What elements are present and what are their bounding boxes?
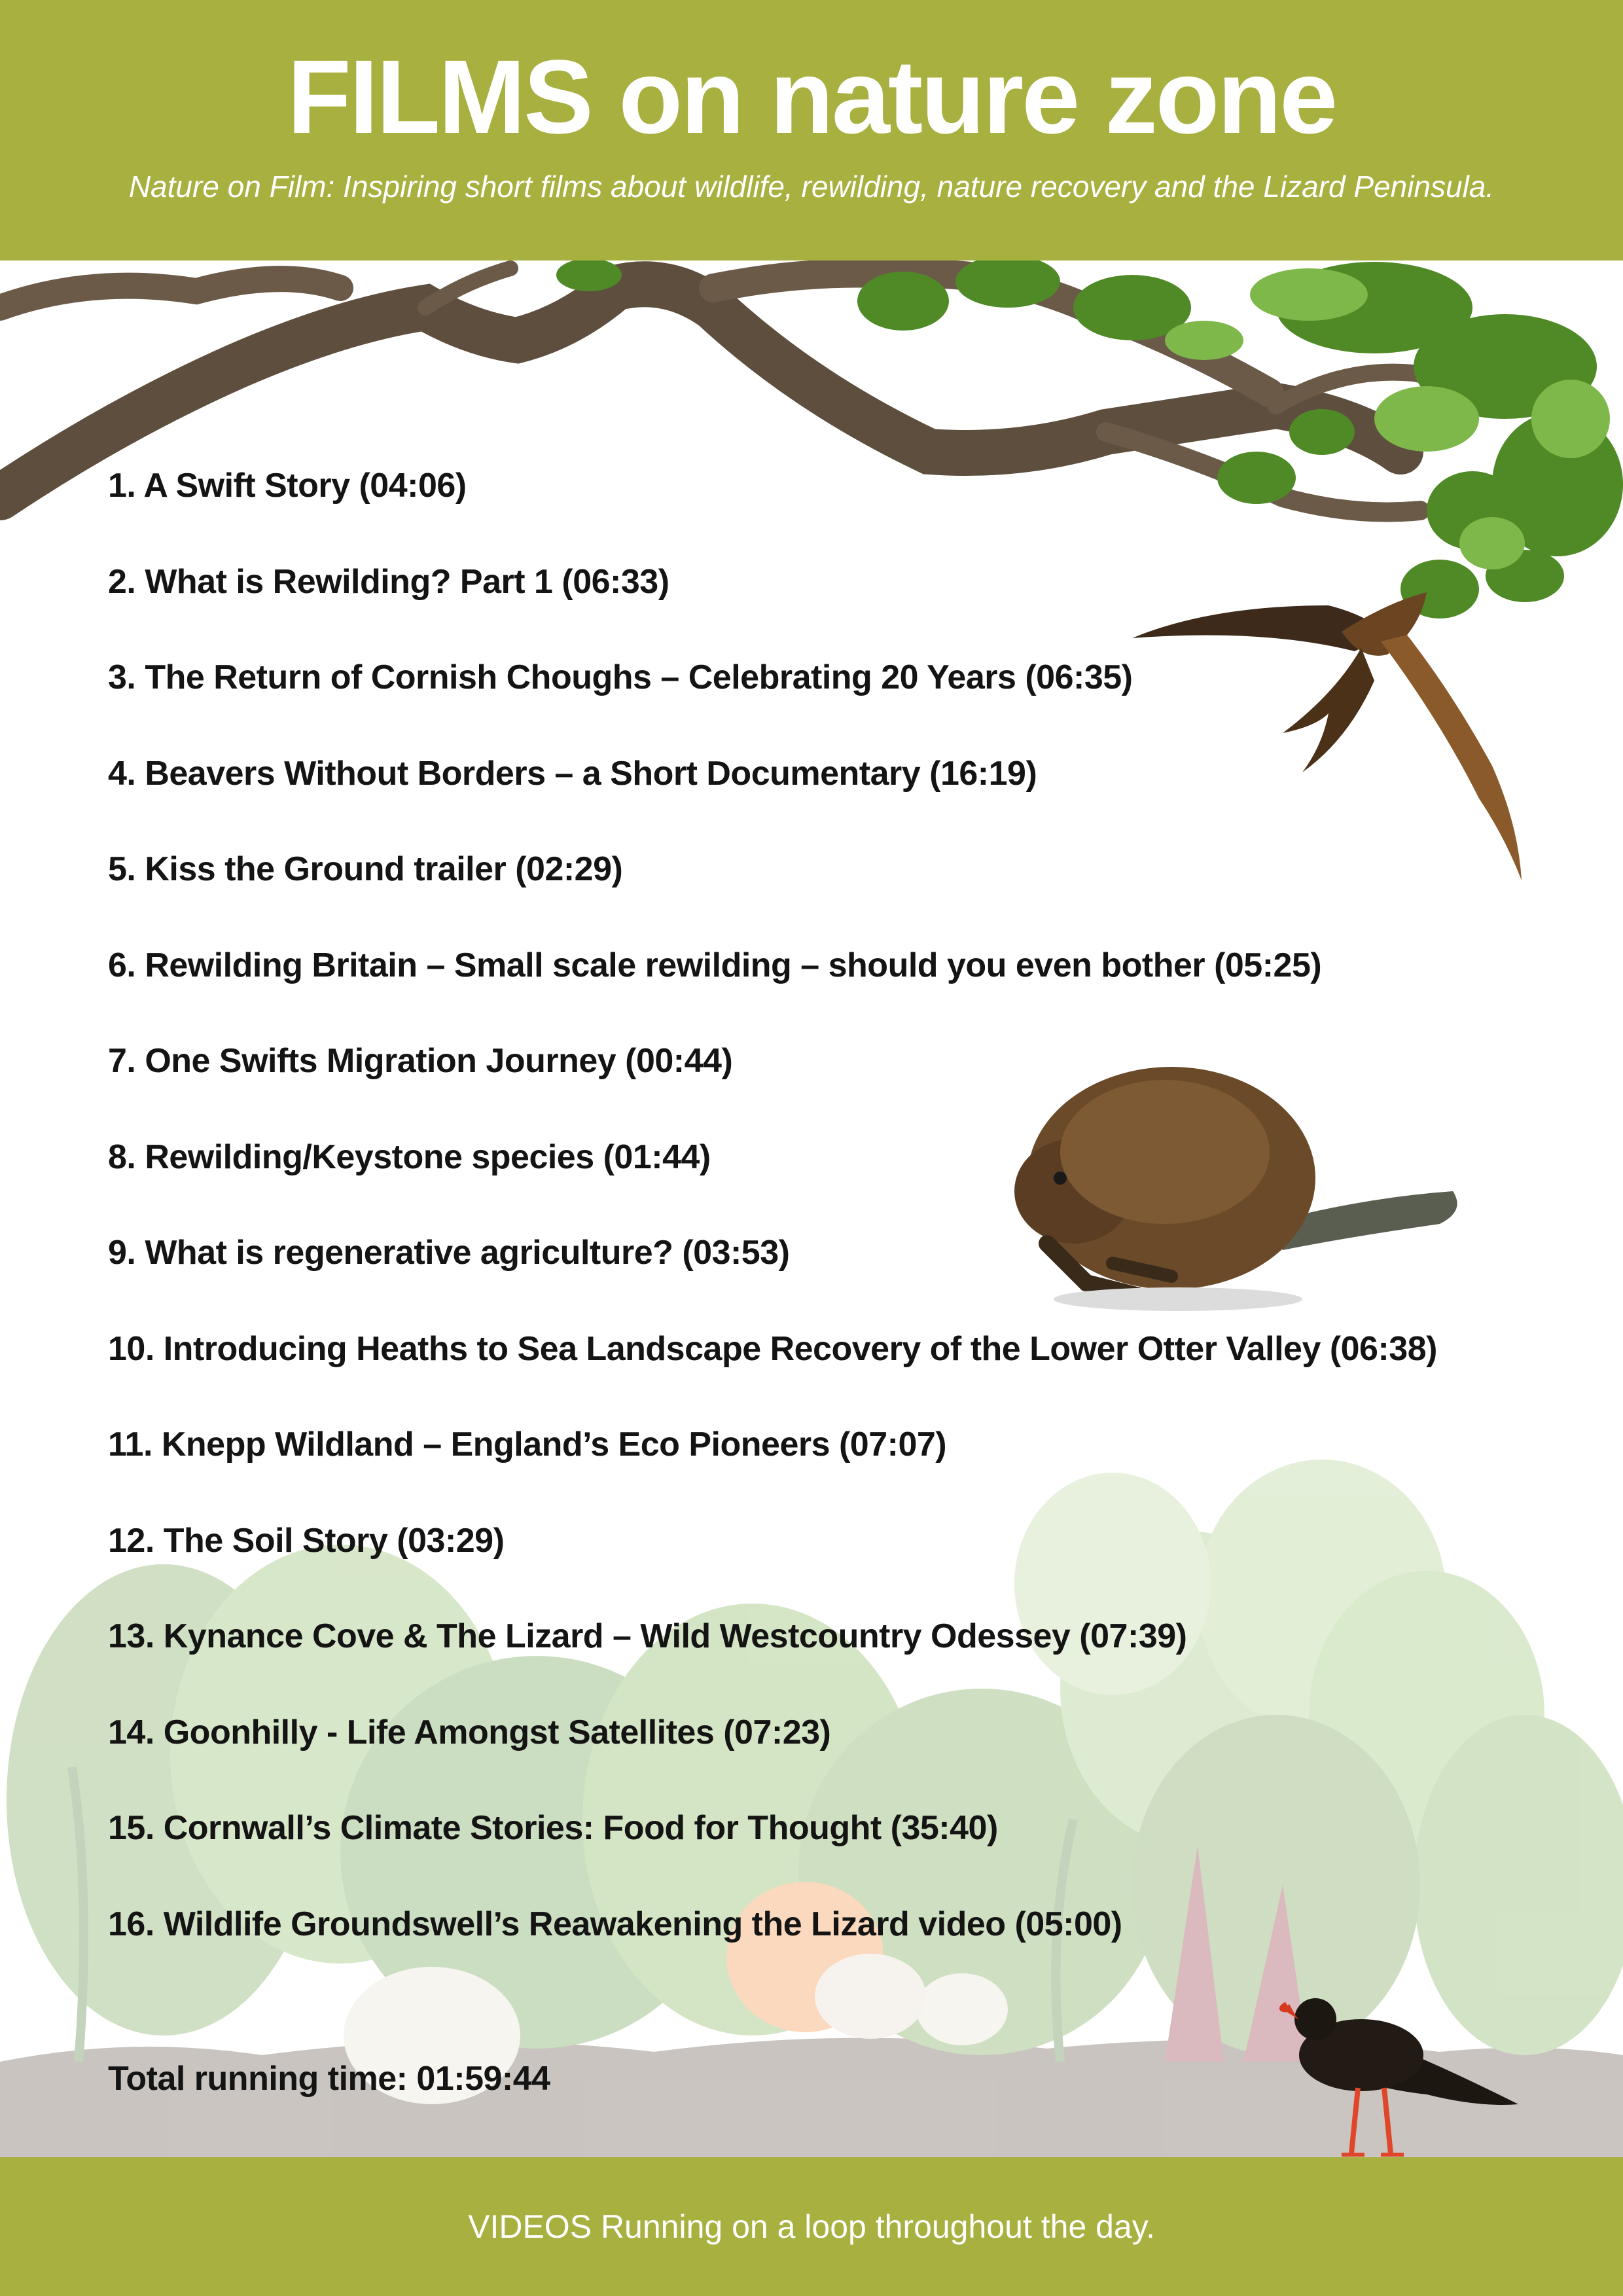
page-subtitle: Nature on Film: Inspiring short films about wildlife, rewilding, nature recovery and the Lizard Peninsula.	[128, 170, 1495, 204]
film-item: 15. Cornwall’s Climate Stories: Food for Thought (35:40)	[108, 1809, 998, 1847]
film-item: 7. One Swifts Migration Journey (00:44)	[108, 1042, 733, 1080]
film-item: 5. Kiss the Ground trailer (02:29)	[108, 850, 623, 888]
film-item: 2. What is Rewilding? Part 1 (06:33)	[108, 562, 669, 601]
film-item: 11. Knepp Wildland – England’s Eco Pioneers (07:07)	[108, 1426, 947, 1463]
total-running-time: Total running time: 01:59:44	[108, 2060, 550, 2098]
film-item: 14. Goonhilly - Life Amongst Satellites (07:23)	[108, 1713, 831, 1751]
header-band	[0, 0, 1623, 260]
film-item: 6. Rewilding Britain – Small scale rewilding – should you even bother (05:25)	[108, 946, 1322, 984]
film-item: 8. Rewilding/Keystone species (01:44)	[108, 1138, 711, 1176]
film-list	[108, 469, 1437, 2003]
footer-band	[0, 2157, 1623, 2296]
film-item: 12. The Soil Story (03:29)	[108, 1521, 505, 1560]
page-title: FILMS on nature zone	[287, 38, 1336, 155]
film-item: 4. Beavers Without Borders – a Short Documentary (16:19)	[108, 754, 1037, 793]
film-item: 16. Wildlife Groundswell’s Reawakening the Lizard video (05:00)	[108, 1905, 1122, 1943]
film-item: 9. What is regenerative agriculture? (03:53)	[108, 1234, 790, 1272]
film-item: 1. A Swift Story (04:06)	[108, 467, 467, 505]
footer-text: VIDEOS Running on a loop throughout the day.	[468, 2208, 1155, 2245]
film-item: 13. Kynance Cove & The Lizard – Wild Westcountry Odessey (07:39)	[108, 1617, 1187, 1655]
film-item: 10. Introducing Heaths to Sea Landscape Recovery of the Lower Otter Valley (06:38)	[108, 1329, 1437, 1368]
film-item: 3. The Return of Cornish Choughs – Celebrating 20 Years (06:35)	[108, 658, 1133, 696]
